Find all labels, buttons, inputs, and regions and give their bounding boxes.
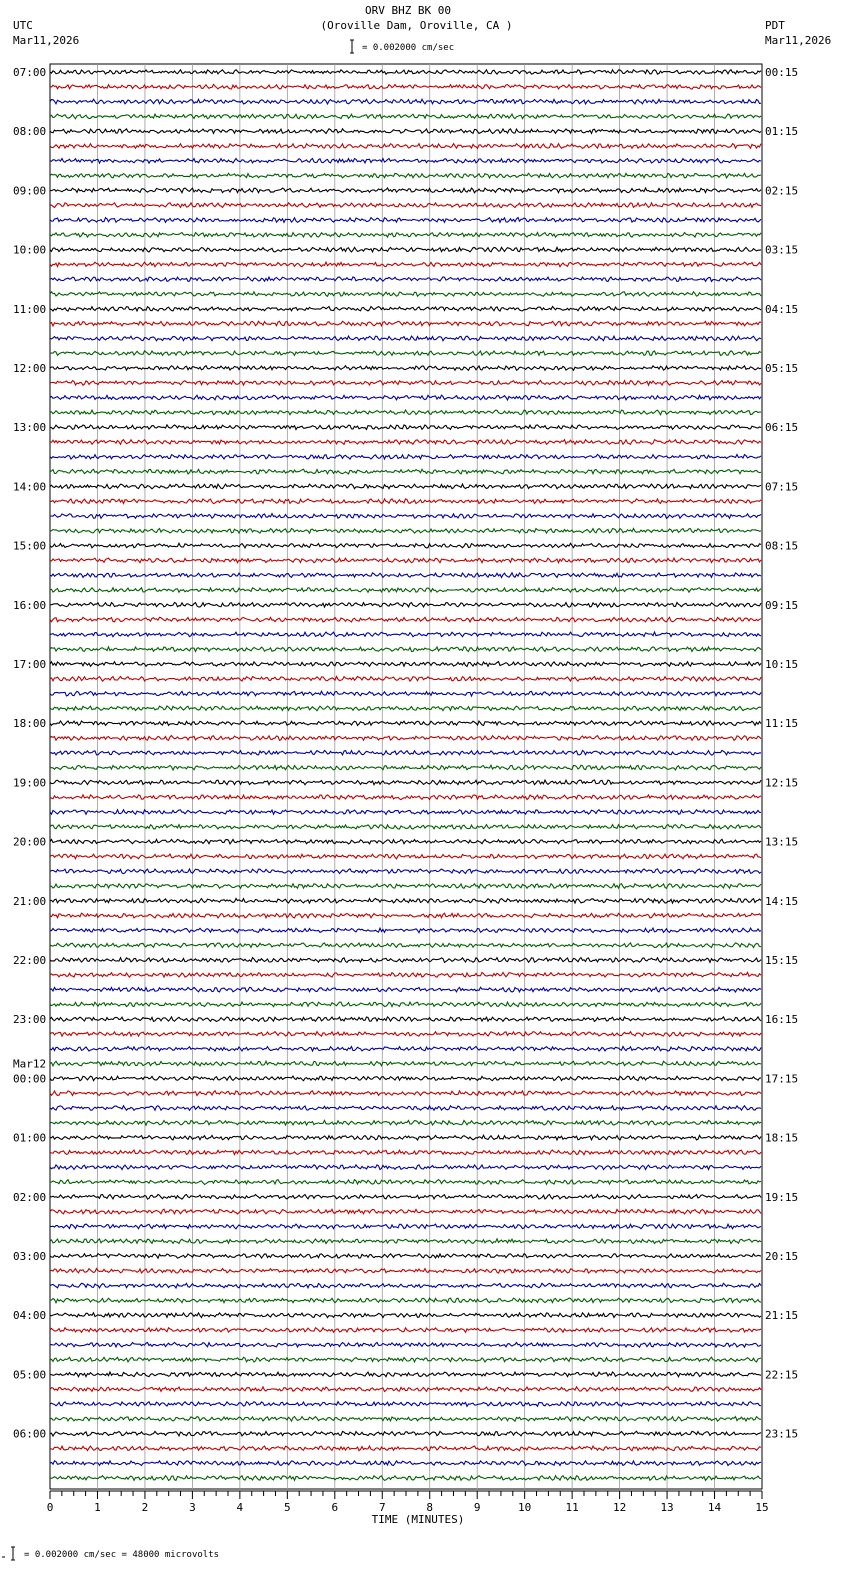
seismic-trace (50, 1239, 761, 1244)
pdt-hour-label: 01:15 (765, 125, 799, 139)
seismic-trace (50, 1195, 761, 1200)
seismic-trace (50, 529, 761, 534)
x-tick-label: 14 (707, 1501, 722, 1514)
x-tick-label: 9 (473, 1501, 481, 1514)
seismic-trace (50, 173, 761, 178)
seismic-trace (50, 543, 761, 548)
seismic-trace (50, 277, 761, 282)
utc-hour-label: 22:00 (13, 954, 47, 967)
seismic-trace (50, 662, 761, 667)
pdt-hour-label: 22:15 (765, 1368, 799, 1382)
x-tick-label: 1 (94, 1501, 101, 1514)
seismic-trace (50, 1402, 761, 1407)
left-date: Mar11,2026 (13, 34, 80, 47)
x-tick-label: 13 (660, 1501, 674, 1514)
seismic-trace (50, 469, 761, 474)
seismic-trace (50, 144, 761, 149)
seismic-trace (50, 1313, 761, 1318)
seismic-trace (50, 440, 761, 445)
utc-hour-label: 23:00 (13, 1013, 47, 1027)
pdt-hour-label: 18:15 (765, 1131, 799, 1145)
seismic-trace (50, 380, 761, 385)
seismic-trace (50, 839, 761, 844)
seismic-trace (50, 632, 761, 637)
seismic-trace (50, 247, 761, 252)
utc-hour-label: 17:00 (13, 658, 47, 671)
seismic-trace (50, 99, 761, 104)
right-timezone: PDT (765, 19, 785, 32)
seismic-trace (50, 795, 761, 800)
seismic-trace (50, 1343, 761, 1348)
pdt-hour-label: 07:15 (765, 480, 799, 494)
seismic-trace (50, 1328, 761, 1333)
seismic-trace (50, 603, 761, 608)
seismic-trace (50, 233, 761, 238)
x-tick-label: 2 (141, 1501, 149, 1514)
pdt-hour-label: 00:15 (765, 66, 799, 79)
seismic-trace (50, 898, 761, 903)
pdt-hour-label: 12:15 (765, 776, 799, 790)
seismic-trace (50, 987, 761, 992)
utc-hour-label: 06:00 (13, 1427, 47, 1441)
seismic-trace (50, 203, 761, 208)
seismic-trace (50, 825, 761, 830)
seismic-trace (50, 558, 761, 563)
seismic-trace (50, 321, 761, 326)
pdt-hour-label: 02:15 (765, 184, 799, 198)
seismic-trace (50, 1017, 761, 1022)
footer-scale-bar-icon (2, 1547, 15, 1560)
seismic-trace (50, 218, 761, 223)
seismic-trace (50, 514, 761, 519)
date-change-label: Mar12 (13, 1057, 47, 1071)
pdt-hour-label: 11:15 (765, 717, 799, 731)
utc-hour-label: 00:00 (13, 1072, 47, 1086)
seismic-trace (50, 617, 761, 622)
right-date: Mar11,2026 (765, 34, 832, 47)
x-tick-label: 12 (612, 1501, 627, 1514)
seismic-trace (50, 307, 761, 312)
seismic-trace (50, 410, 761, 415)
utc-hour-label: 09:00 (13, 184, 47, 198)
x-tick-label: 10 (518, 1501, 532, 1514)
seismic-trace (50, 336, 761, 341)
x-tick-label: 11 (565, 1501, 579, 1514)
pdt-hour-label: 05:15 (765, 362, 799, 375)
seismic-trace (50, 1150, 761, 1155)
seismic-trace (50, 1002, 761, 1007)
station-title: ORV BHZ BK 00 (364, 4, 452, 17)
seismic-trace (50, 499, 761, 504)
seismic-trace (50, 484, 761, 489)
pdt-hour-label: 10:15 (765, 658, 799, 671)
seismic-trace (50, 455, 761, 460)
utc-hour-label: 03:00 (13, 1250, 47, 1263)
seismic-trace (50, 1032, 761, 1037)
seismic-trace (50, 1283, 761, 1288)
seismic-trace (50, 913, 761, 918)
seismic-trace (50, 958, 761, 963)
seismic-trace (50, 1224, 761, 1229)
seismic-trace (50, 1106, 761, 1111)
seismic-trace (50, 1076, 761, 1081)
x-tick-label: 7 (378, 1501, 386, 1514)
pdt-hour-label: 19:15 (765, 1190, 799, 1204)
utc-hour-label: 16:00 (13, 598, 47, 612)
pdt-hour-label: 17:15 (765, 1072, 799, 1086)
seismic-trace (50, 188, 761, 193)
seismic-trace (50, 750, 761, 755)
seismic-trace (50, 1135, 761, 1140)
seismic-trace (50, 1269, 761, 1274)
seismic-trace (50, 1120, 761, 1125)
seismic-trace (50, 1461, 761, 1466)
seismic-trace (50, 1387, 761, 1392)
utc-hour-label: 08:00 (13, 125, 47, 139)
left-timezone: UTC (13, 19, 33, 32)
utc-hour-label: 10:00 (13, 243, 47, 257)
seismic-trace (50, 292, 761, 297)
pdt-hour-label: 08:15 (765, 539, 799, 553)
utc-hour-label: 02:00 (13, 1190, 47, 1204)
seismic-trace (50, 1476, 761, 1481)
seismic-trace (50, 869, 761, 874)
seismic-trace (50, 84, 761, 89)
utc-hour-label: 20:00 (13, 835, 47, 849)
x-tick-label: 3 (189, 1501, 196, 1514)
x-tick-label: 6 (331, 1501, 339, 1514)
pdt-hour-label: 20:15 (765, 1250, 799, 1263)
seismic-trace (50, 1061, 761, 1066)
utc-hour-label: 14:00 (13, 480, 47, 494)
utc-hour-label: 05:00 (13, 1368, 47, 1382)
seismic-trace (50, 736, 761, 741)
seismic-trace (50, 928, 761, 933)
seismic-trace (50, 706, 761, 711)
seismic-trace (50, 1431, 761, 1436)
x-tick-label: 15 (755, 1501, 769, 1514)
seismic-trace (50, 647, 761, 652)
utc-hour-label: 18:00 (13, 717, 47, 731)
seismic-trace (50, 425, 761, 430)
seismic-trace (50, 1165, 761, 1170)
pdt-hour-label: 09:15 (765, 598, 799, 612)
utc-hour-label: 15:00 (13, 539, 47, 553)
utc-hour-label: 01:00 (13, 1131, 47, 1145)
utc-hour-label: 19:00 (13, 776, 47, 790)
scale-text: = 0.002000 cm/sec (362, 43, 455, 53)
seismic-trace (50, 810, 761, 815)
x-tick-label: 0 (46, 1501, 54, 1514)
utc-hour-label: 13:00 (13, 421, 47, 435)
x-tick-label: 8 (426, 1501, 434, 1514)
seismic-trace (50, 676, 761, 681)
seismic-trace (50, 1298, 761, 1303)
seismic-trace (50, 1209, 761, 1214)
seismic-trace (50, 129, 761, 134)
seismic-trace (50, 780, 761, 785)
seismic-trace (50, 1254, 761, 1259)
pdt-hour-label: 03:15 (765, 243, 799, 257)
scale-bar-icon (350, 40, 354, 53)
pdt-hour-label: 13:15 (765, 835, 799, 849)
utc-hour-label: 04:00 (13, 1309, 47, 1323)
utc-hour-label: 12:00 (13, 362, 47, 375)
pdt-hour-label: 14:15 (765, 894, 799, 908)
seismic-trace (50, 1357, 761, 1362)
pdt-hour-label: 04:15 (765, 302, 799, 316)
seismic-trace (50, 70, 761, 75)
x-tick-label: 4 (236, 1501, 244, 1514)
pdt-hour-label: 21:15 (765, 1309, 799, 1323)
seismic-trace (50, 351, 761, 356)
x-tick-label: 5 (284, 1501, 291, 1514)
seismic-trace (50, 366, 761, 371)
seismic-trace (50, 1446, 761, 1451)
pdt-hour-label: 06:15 (765, 421, 799, 435)
seismic-trace (50, 854, 761, 859)
pdt-hour-label: 15:15 (765, 954, 799, 967)
utc-hour-label: 21:00 (13, 894, 47, 908)
seismic-trace (50, 395, 761, 400)
seismic-trace (50, 691, 761, 696)
footer-scale-text: = 0.002000 cm/sec = 48000 microvolts (24, 1550, 220, 1560)
seismic-trace (50, 159, 761, 164)
seismic-trace (50, 573, 761, 578)
seismic-trace (50, 588, 761, 593)
seismic-trace (50, 884, 761, 889)
pdt-hour-label: 23:15 (765, 1427, 799, 1441)
x-axis-title: TIME (MINUTES) (371, 1513, 465, 1526)
station-location: (Oroville Dam, Oroville, CA ) (320, 19, 513, 32)
seismic-trace (50, 721, 761, 726)
pdt-hour-label: 16:15 (765, 1013, 799, 1027)
seismic-trace (50, 943, 761, 948)
seismic-trace (50, 114, 761, 119)
seismic-trace (50, 972, 761, 977)
seismic-trace (50, 1372, 761, 1377)
seismic-trace (50, 1180, 761, 1185)
seismic-trace (50, 1091, 761, 1096)
seismic-trace (50, 1417, 761, 1422)
seismic-trace (50, 1047, 761, 1052)
utc-hour-label: 11:00 (13, 302, 47, 316)
seismic-trace (50, 262, 761, 267)
seismic-trace (50, 765, 761, 770)
utc-hour-label: 07:00 (13, 66, 47, 79)
